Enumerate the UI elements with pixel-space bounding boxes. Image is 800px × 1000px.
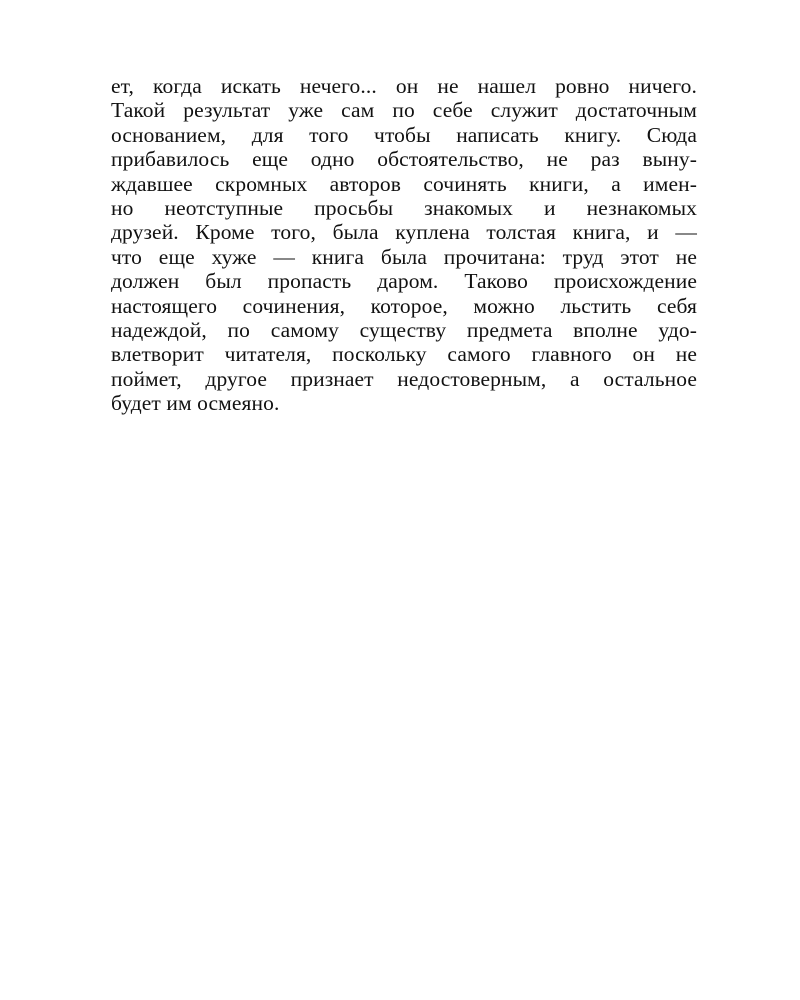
text-line: настоящего сочинения, которое, можно льстить себя (111, 293, 697, 318)
text-line: друзей. Кроме того, была куплена толстая книга, и — (111, 220, 697, 245)
text-line: но неотступные просьбы знакомых и незнакомых (111, 196, 697, 221)
text-line: Такой результат уже сам по себе служит достаточным (111, 98, 697, 123)
text-line: должен был пропасть даром. Таково происхождение (111, 269, 697, 294)
text-line: прибавилось еще одно обстоятельство, не раз выну- (111, 147, 697, 172)
text-line: влетворит читателя, поскольку самого главного он не (111, 342, 697, 367)
text-line-last: будет им осмеяно. (111, 391, 280, 416)
text-line: что еще хуже — книга была прочитана: труд этот не (111, 244, 697, 269)
text-line: надеждой, по самому существу предмета вполне удо- (111, 318, 697, 343)
text-line: ет, когда искать нечего... он не нашел ровно ничего. (111, 74, 697, 98)
text-line: основанием, для того чтобы написать книгу. Сюда (111, 122, 697, 147)
text-line: ждавшее скромных авторов сочинять книги, а имен- (111, 171, 697, 196)
text-line: поймет, другое признает недостоверным, а остальное (111, 366, 697, 391)
body-paragraph (111, 74, 697, 416)
